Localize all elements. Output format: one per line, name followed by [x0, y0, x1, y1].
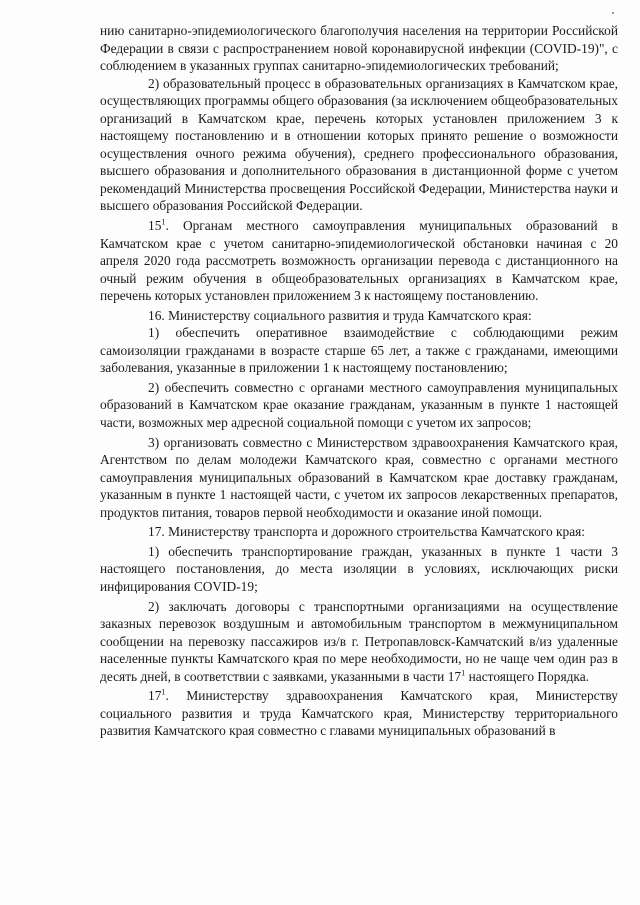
superscript: 1	[161, 687, 166, 697]
paragraph-17-1	[100, 543, 618, 596]
paragraph-text: 3) организовать совместно с Министерством здравоохранения Камчатского края, Агентством по делам молодежи Камчатского края, совместно с органами местного самоуправления муниципальных образований в Камчатском крае доставку гражданам, указанным в пункте 1 настоящей части, с учетом их запросов лекарственных препаратов, продуктов питания, товаров первой необходимости и оказание иной помощи.	[100, 434, 618, 520]
paragraph-text: 17. Министерству транспорта и дорожного строительства Камчатского края:	[148, 524, 586, 540]
paragraph-16	[100, 307, 618, 325]
paragraph-15-1	[100, 217, 618, 305]
paragraph-number: 15	[148, 218, 162, 234]
superscript: 1	[161, 217, 166, 227]
paragraph-text: . Министерству здравоохранения Камчатского края, Министерству социального развития и труда Камчатского края, Министерству территориального развития Камчатского края совместно с главами муниципальных образований в	[100, 688, 618, 739]
paragraph-text: 16. Министерству социального развития и труда Камчатского края:	[148, 307, 532, 323]
superscript: 1	[461, 668, 466, 678]
paragraph-17-1b	[100, 687, 618, 740]
paragraph-16-1	[100, 324, 618, 377]
paragraph-text: 2) заключать договоры с транспортными организациями на осуществление заказных перевозок воздушным и автомобильным транспортом в межмуниципальном сообщении на перевозку пассажиров из/в г. Петропавловск-Камчатский в/из удаленные населенные пункты Камчатского края по мере необходимости, но не чаще чем один раз в десять дней, в соответствии с заявками, указанными в части 17	[100, 598, 618, 684]
paragraph-17-2	[100, 598, 618, 686]
scan-speck	[612, 12, 614, 14]
paragraph-text: 1) обеспечить оперативное взаимодействие с соблюдающими режим самоизоляции гражданами в возрасте старше 65 лет, а также с гражданами, имеющими заболевания, указанные в приложении 1 к настоящему постановлению;	[100, 325, 618, 376]
paragraph-continuation	[100, 22, 618, 75]
paragraph-text: нию санитарно-эпидемиологического благополучия населения на территории Российской Федерации в связи с распространением новой коронавирусной инфекции (COVID-19)", с соблюдением в указанных группах санитарно-эпидемиологических требований;	[100, 23, 618, 74]
paragraph-text: 2) образовательный процесс в образовательных организациях в Камчатском крае, осуществляющих программы общего образования (за исключением общеобразовательных организаций в Камчатском крае, перечень которых установлен приложением 3 к настоящему постановлению и в отношении которых принято решение о возможности осуществления очного режима обучения), среднего профессионального образования, высшего образования и дополнительного образования в дистанционной форме с учетом рекомендаций Министерства просвещения Российской Федерации, Министерства науки и высшего образования Российской Федерации.	[100, 75, 618, 214]
paragraph-16-3	[100, 434, 618, 522]
paragraph-16-2	[100, 379, 618, 432]
paragraph-17	[100, 523, 618, 541]
document-body	[100, 22, 618, 740]
paragraph-15-2	[100, 75, 618, 215]
paragraph-text: . Органам местного самоуправления муниципальных образований в Камчатском крае с учетом санитарно-эпидемиологической обстановки начиная с 20 апреля 2020 года рассмотреть возможность организации перевода с дистанционного на очный режим обучения в общеобразовательных организациях в Камчатском крае, перечень которых установлен приложением 3 к настоящему постановлению.	[100, 218, 618, 304]
paragraph-text: 2) обеспечить совместно с органами местного самоуправления муниципальных образований в Камчатском крае оказание гражданам, указанным в пункте 1 настоящей части, возможных мер адресной социальной помощи с учетом их запросов;	[100, 379, 618, 431]
paragraph-text: 1) обеспечить транспортирование граждан, указанных в пункте 1 части 3 настоящего постановления, до места изоляции в условиях, исключающих риски инфицирования COVID-19;	[100, 543, 618, 594]
paragraph-text: настоящего Порядка.	[465, 668, 590, 684]
paragraph-number: 17	[148, 688, 162, 704]
